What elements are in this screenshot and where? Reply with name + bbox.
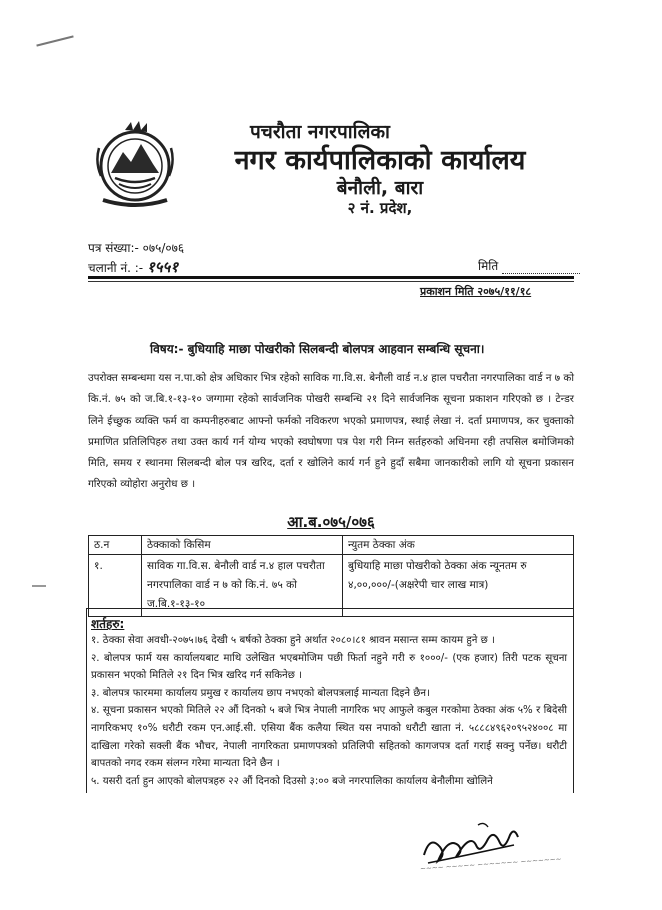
- col-header-type: ठेक्काको किसिम: [142, 536, 343, 555]
- contract-table: [88, 535, 574, 617]
- table-header-row: [89, 536, 574, 555]
- scan-mark: [36, 35, 73, 46]
- letter-number: पत्र संख्या:- ०७५/०७६: [88, 241, 185, 255]
- signature-caption-scribble: ~~~~ ~~~~~ ~~~~~~~ ~~~~~~~: [419, 855, 562, 873]
- notice-body: उपरोक्त सम्बन्धमा यस न.पा.को क्षेत्र अधिकार भित्र रहेको साविक गा.वि.स. बेनौली वार्ड न.४ हाल पचरौता नगरपालिका वार्ड न ७ को कि.नं. ७५ को ज.बि.१-१३-१० जग्गामा रहेको सार्वजनिक पोखरी सम्बन्धि २१ दिने सार्वजनिक सूचना प्रकाशन गरिएको छ । टेन्डर लिने ईच्छुक व्यक्ति फर्म वा कम्पनीहरुबाट आफ्नो फर्मको नविकरण भएको प्रमाणपत्र, स्थाई लेखा नं. दर्ता प्रमाणपत्र, कर चुक्ताको प्रमाणित प्रतिलिपिहरु तथा उक्त कार्य गर्न योग्य भएको स्वघोषणा पत्र पेश गरी निम्न सर्तहरुको अधिनमा रही तपसिल बमोजिमको मिति, समय र स्थानमा सिलबन्दी बोल पत्र खरिद, दर्ता र खोलिने कार्य गर्न हुने हुदाँ सबैमा जानकारीको लागि यो सूचना प्रकासन गरिएको व्योहोरा अनुरोध छ ।: [88, 372, 574, 491]
- cell-type: साविक गा.वि.स. बेनौली वार्ड न.४ हाल पचरौता नगरपालिका वार्ड न ७ को कि.नं. ७५ को ज.बि.१-१३-१०: [142, 555, 343, 617]
- cell-sn: १.: [89, 555, 142, 617]
- date-label: मिति: [478, 259, 499, 273]
- nepal-emblem-icon: [95, 118, 175, 208]
- header-divider: [88, 276, 574, 279]
- dispatch-number-label: चलानी नं. :-: [88, 261, 144, 275]
- date-blank-line: [502, 273, 580, 274]
- publication-date: प्रकाशन मिति २०७५/११/१८: [420, 285, 532, 298]
- terms-section: [86, 608, 574, 793]
- office-location: बेनौली, बारा: [336, 177, 424, 199]
- col-header-sn: ठ.न: [89, 536, 142, 555]
- notice-subject: विषय:- बुधियाहि माछा पोखरीको सिलबन्दी बोलपत्र आहवान सम्बन्धि सूचना।: [150, 342, 485, 356]
- col-header-amount: न्युतम ठेक्का अंक: [343, 536, 574, 555]
- dispatch-number-value: १५५१: [146, 258, 179, 276]
- margin-mark: [32, 585, 46, 587]
- term-item: २. बोलपत्र फार्म यस कार्यालयबाट माथि उलेखित भएबमोजिम पछी फिर्ता नहुने गरी रु १०००/- (एक हजार) तिरी पटक सूचना प्रकासन भएको मितिले २१ दिन भित्र खरिद गर्न सकिनेछ ।: [91, 652, 567, 682]
- province-name: २ नं. प्रदेश,: [347, 199, 413, 217]
- term-item: ३. बोलपत्र फारममा कार्यालय प्रमुख र कार्यालय छाप नभएको बोलपत्रलाई मान्यता दिइने छैन।: [91, 687, 430, 699]
- term-item: ५. यसरी दर्ता हुन आएको बोलपत्रहरु २२ औं दिनको दिउसो ३:०० बजे नगरपालिका कार्यालय बेनौलीमा खोलिने: [91, 775, 493, 787]
- fiscal-year-heading: [0, 512, 662, 532]
- date-field: [478, 257, 580, 274]
- term-item: १. ठेक्का सेवा अवधी-२०७५।७६ देखी ५ बर्षको ठेक्का हुने अर्थात २०८०।८१ श्रावन मसान्त सम्म कायम हुने छ ।: [91, 635, 495, 646]
- office-name: नगर कार्यपालिकाको कार्यालय: [234, 145, 526, 176]
- terms-heading: शर्तहरु:: [91, 617, 125, 631]
- term-item: ४. सूचना प्रकासन भएको मितिले २२ औं दिनको ५ बजे भित्र नेपाली नागरिक भए आफुले कबुल गरकोमा ठेक्का अंक ५% र बिदेसी नागरिकभए १०% धरौटी रकम एन.आई.सी. एसिया बैंक कलैया स्थित यस नपाको धरौटी खाता नं. ५८८८४९६२०९५२४००८ मा दाखिला गरेको सक्ली बैंक भौचर, नेपाली नागरिकता प्रमाणपत्रको प्रतिलिपी सहितको कागजपत्र दर्ता गराई सक्नु पर्नेछ। धरौटी बापतको नगद रकम संलग्न गरेमा मान्यता दिने छैन ।: [91, 705, 567, 770]
- cell-amount: बुधियाहि माछा पोखरीको ठेक्का अंक न्यूनतम रु ४,००,०००/-(अक्षरेपी चार लाख मात्र): [343, 555, 574, 617]
- terms-list: [91, 632, 567, 790]
- municipality-name: पचरौता नगरपालिका: [250, 121, 390, 143]
- fiscal-year-text: आ.ब.०७५/०७६: [287, 513, 375, 531]
- header-divider-thin: [88, 281, 574, 282]
- dispatch-number: [88, 257, 178, 277]
